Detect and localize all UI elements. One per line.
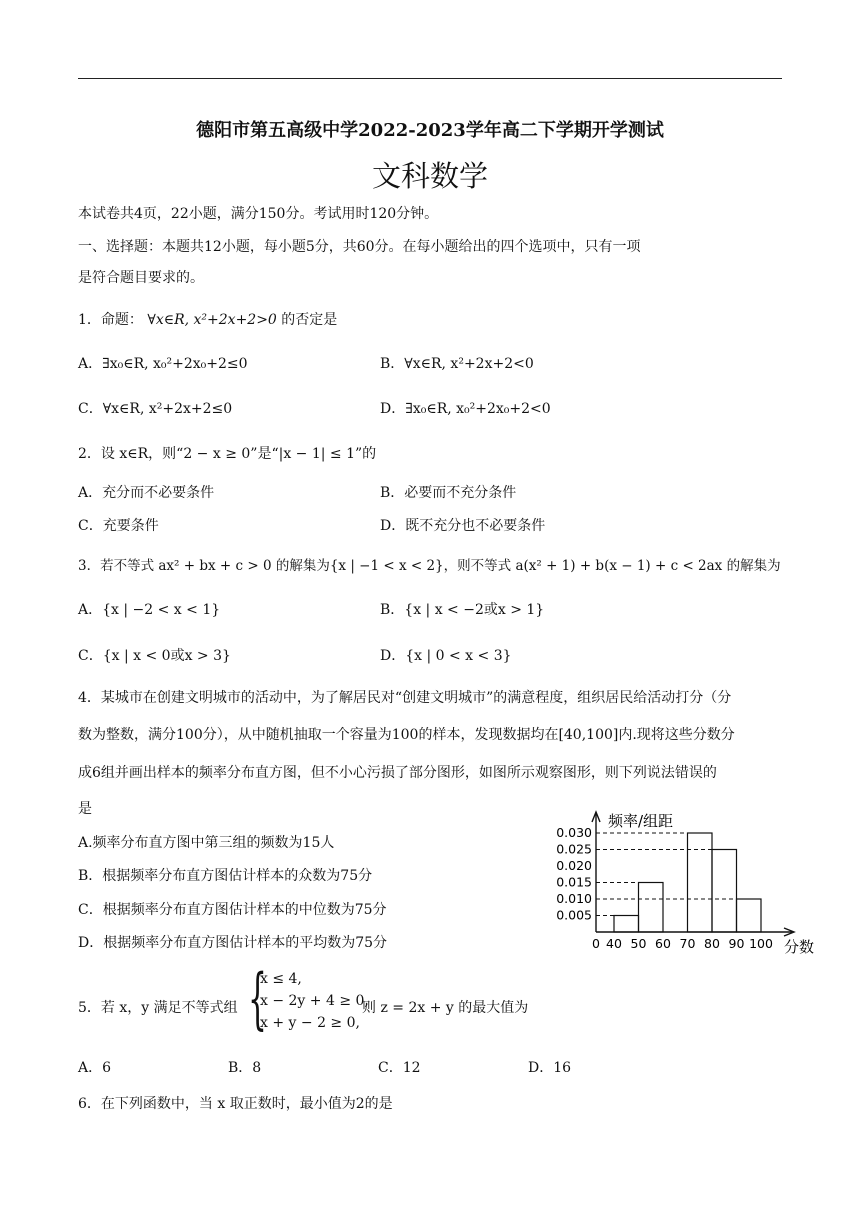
q3-option-d: D．{x | 0 < x < 3}: [380, 648, 512, 664]
q1-stem-prefix: 1．命题：: [78, 312, 143, 328]
q3-stem: 3．若不等式 ax² + bx + c > 0 的解集为{x | −1 < x < 2}，则不等式 a(x² + 1) + b(x − 1) + c < 2ax 的解集为: [78, 558, 781, 574]
histogram-y-tick-label: 0.010: [556, 891, 592, 906]
frequency-histogram: [548, 800, 818, 965]
q4-stem-line3: 成6组并画出样本的频率分布直方图，但不小心污损了部分图形，如图所示观察图形，则下列说法错误的: [78, 765, 717, 781]
histogram-bar: [737, 899, 762, 932]
q5-constraint-1: x ≤ 4,: [260, 971, 302, 987]
q1-stem: [78, 310, 337, 330]
q5-prefix: 5．若 x，y 满足不等式组: [78, 1000, 238, 1016]
q2-option-b: B．必要而不充分条件: [380, 485, 517, 501]
q6-stem: 6．在下列函数中，当 x 取正数时，最小值为2的是: [78, 1096, 393, 1112]
q1-stem-math: ∀x∈R, x²+2x+2>0: [147, 312, 277, 328]
histogram-bar: [712, 850, 737, 933]
histogram-x-tick-label: 70: [679, 936, 696, 951]
q3-option-a: A．{x | −2 < x < 1}: [78, 602, 221, 618]
q1-option-b: B．∀x∈R, x²+2x+2<0: [380, 356, 534, 372]
q2-option-a: A．充分而不必要条件: [78, 485, 215, 501]
q3-option-b: B．{x | x < −2或x > 1}: [380, 602, 545, 618]
histogram-x-tick-label: 50: [630, 936, 647, 951]
q4-stem-line1: 4．某城市在创建文明城市的活动中，为了解居民对“创建文明城市”的满意程度，组织居民给活动打分（分: [78, 690, 732, 706]
q5-option-b: B．8: [228, 1060, 262, 1076]
histogram-x-tick-label: 100: [749, 936, 773, 951]
q1-option-d: D．∃x₀∈R, x₀²+2x₀+2<0: [380, 401, 551, 417]
histogram-x-tick-label: 90: [728, 936, 745, 951]
histogram-y-tick-label: 0.020: [556, 858, 592, 873]
histogram-y-tick-label: 0.030: [556, 825, 592, 840]
histogram-y-axis-label: 频率/组距: [608, 812, 674, 830]
histogram-y-tick-label: 0.025: [556, 841, 592, 857]
q5-suffix: 则 z = 2x + y 的最大值为: [362, 1000, 529, 1016]
exam-info: 本试卷共4页，22小题，满分150分。考试用时120分钟。: [78, 206, 439, 222]
q5-option-c: C．12: [378, 1060, 421, 1076]
q4-option-a: A.频率分布直方图中第三组的频数为15人: [78, 835, 335, 851]
q2-option-d: D．既不充分也不必要条件: [380, 518, 546, 534]
q5-brace: {: [248, 960, 267, 1037]
q2-stem: 2．设 x∈R，则“2 − x ≥ 0”是“|x − 1| ≤ 1”的: [78, 446, 377, 462]
q4-stem-line4: 是: [78, 801, 92, 817]
q5-option-d: D．16: [528, 1060, 572, 1076]
histogram-x-tick-label: 0: [592, 936, 600, 951]
histogram-x-tick-label: 40: [606, 936, 622, 951]
histogram-x-tick-label: 80: [704, 936, 720, 951]
histogram-bar: [688, 833, 713, 932]
section-heading-line1: 一、选择题：本题共12小题，每小题5分，共60分。在每小题给出的四个选项中，只有一项: [78, 239, 641, 255]
q4-option-b: B．根据频率分布直方图估计样本的众数为75分: [78, 868, 373, 884]
q5-option-a: A．6: [78, 1060, 112, 1076]
section-heading-line2: 是符合题目要求的。: [78, 270, 204, 286]
histogram-y-tick-label: 0.015: [556, 874, 592, 890]
histogram-bar: [614, 916, 639, 933]
q5-constraint-2: x − 2y + 4 ≥ 0,: [260, 993, 369, 1009]
exam-subject: 文科数学: [371, 159, 488, 193]
histogram-y-tick-label: 0.005: [556, 907, 592, 923]
q1-option-a: A．∃x₀∈R, x₀²+2x₀+2≤0: [78, 356, 248, 372]
q3-option-c: C．{x | x < 0或x > 3}: [78, 648, 231, 664]
histogram-bar: [639, 883, 664, 933]
q5-constraint-3: x + y − 2 ≥ 0,: [260, 1015, 360, 1031]
histogram-x-tick-label: 60: [655, 936, 671, 951]
q4-option-d: D．根据频率分布直方图估计样本的平均数为75分: [78, 935, 388, 951]
histogram-x-axis-label: 分数: [784, 938, 815, 956]
exam-title: 德阳市第五高级中学2022-2023学年高二下学期开学测试: [196, 120, 664, 141]
q1-stem-suffix: 的否定是: [281, 312, 338, 328]
q4-stem-line2: 数为整数，满分100分），从中随机抽取一个容量为100的样本，发现数据均在[40,100]内.现将这些分数分: [78, 727, 735, 743]
q1-option-c: C．∀x∈R, x²+2x+2≤0: [78, 401, 233, 417]
q4-option-c: C．根据频率分布直方图估计样本的中位数为75分: [78, 902, 387, 918]
q2-option-c: C．充要条件: [78, 518, 159, 534]
top-rule: [78, 78, 782, 79]
